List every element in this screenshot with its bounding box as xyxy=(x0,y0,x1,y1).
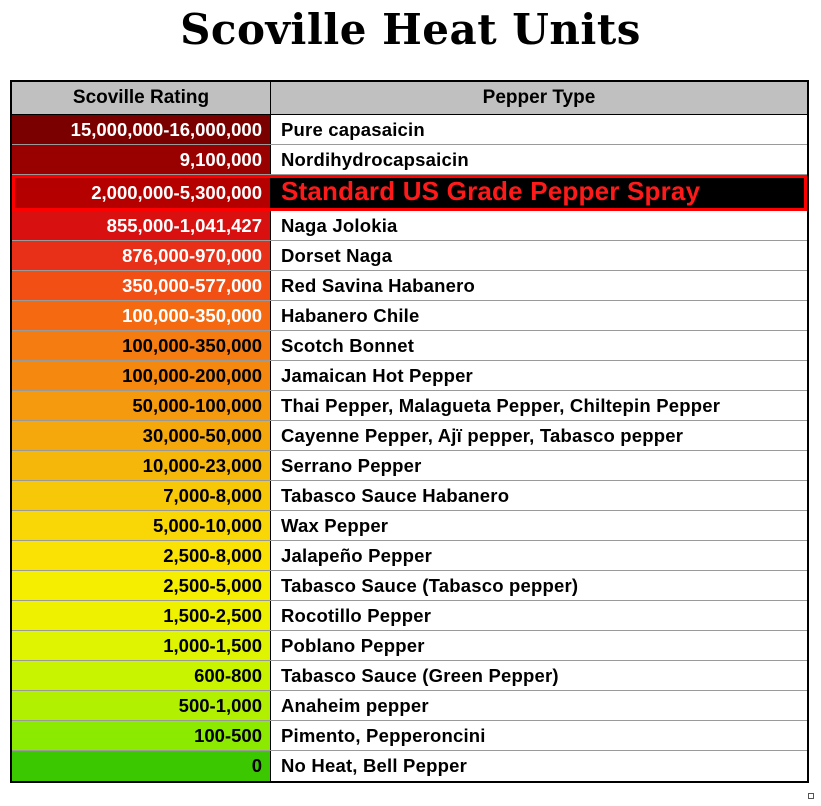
pepper-type-cell: Poblano Pepper xyxy=(271,631,807,660)
pepper-type-cell: Standard US Grade Pepper Spray xyxy=(271,175,807,210)
rating-cell: 7,000-8,000 xyxy=(12,481,271,510)
table-row xyxy=(12,751,807,781)
table-row xyxy=(12,451,807,481)
rating-cell: 1,500-2,500 xyxy=(12,601,271,630)
pepper-type-cell: Jamaican Hot Pepper xyxy=(271,361,807,390)
table-row xyxy=(12,391,807,421)
pepper-type-cell: Red Savina Habanero xyxy=(271,271,807,300)
pepper-type-cell: Rocotillo Pepper xyxy=(271,601,807,630)
column-header-pepper-type: Pepper Type xyxy=(482,87,596,108)
rating-cell: 100,000-350,000 xyxy=(12,331,271,360)
table-row xyxy=(12,421,807,451)
rating-cell: 2,500-8,000 xyxy=(12,541,271,570)
pepper-type-cell: Scotch Bonnet xyxy=(271,331,807,360)
rating-cell: 100,000-200,000 xyxy=(12,361,271,390)
pepper-type-cell: Anaheim pepper xyxy=(271,691,807,720)
table-row xyxy=(12,571,807,601)
rating-cell: 10,000-23,000 xyxy=(12,451,271,480)
column-header-rating: Scoville Rating xyxy=(12,82,271,114)
table-row xyxy=(12,271,807,301)
pepper-type-cell: Pimento, Pepperoncini xyxy=(271,721,807,750)
pepper-type-cell: Pure capasaicin xyxy=(271,115,807,144)
pepper-type-cell: Tabasco Sauce Habanero xyxy=(271,481,807,510)
rating-cell: 350,000-577,000 xyxy=(12,271,271,300)
rating-cell: 500-1,000 xyxy=(12,691,271,720)
table-row xyxy=(12,361,807,391)
pepper-type-cell: Cayenne Pepper, Ajï pepper, Tabasco pepper xyxy=(271,421,807,450)
table-row xyxy=(12,601,807,631)
rating-cell: 100,000-350,000 xyxy=(12,301,271,330)
table-body xyxy=(12,115,807,781)
rating-cell: 50,000-100,000 xyxy=(12,391,271,420)
table-row xyxy=(12,145,807,175)
pepper-type-cell: Tabasco Sauce (Green Pepper) xyxy=(271,661,807,690)
table-row xyxy=(12,211,807,241)
rating-cell: 2,500-5,000 xyxy=(12,571,271,600)
table-row xyxy=(12,481,807,511)
scoville-table xyxy=(10,80,809,783)
rating-cell: 0 xyxy=(12,751,271,781)
rating-cell: 2,000,000-5,300,000 xyxy=(12,175,271,210)
resize-handle[interactable] xyxy=(808,793,814,799)
pepper-type-cell: Habanero Chile xyxy=(271,301,807,330)
rating-cell: 15,000,000-16,000,000 xyxy=(12,115,271,144)
table-row xyxy=(12,241,807,271)
pepper-type-cell: Wax Pepper xyxy=(271,511,807,540)
rating-cell: 100-500 xyxy=(12,721,271,750)
table-row xyxy=(12,691,807,721)
rating-cell: 855,000-1,041,427 xyxy=(12,211,271,240)
page-title: Scoville Heat Units xyxy=(180,5,641,54)
pepper-type-cell: Dorset Naga xyxy=(271,241,807,270)
pepper-type-cell: No Heat, Bell Pepper xyxy=(271,751,807,781)
table-row xyxy=(12,301,807,331)
table-row xyxy=(12,511,807,541)
pepper-type-cell: Naga Jolokia xyxy=(271,211,807,240)
table-row xyxy=(12,661,807,691)
pepper-type-cell: Jalapeño Pepper xyxy=(271,541,807,570)
rating-cell: 5,000-10,000 xyxy=(12,511,271,540)
table-row xyxy=(12,631,807,661)
rating-cell: 876,000-970,000 xyxy=(12,241,271,270)
table-header-row xyxy=(12,82,807,115)
table-row xyxy=(12,115,807,145)
pepper-type-cell: Nordihydrocapsaicin xyxy=(271,145,807,174)
table-row xyxy=(12,541,807,571)
rating-cell: 600-800 xyxy=(12,661,271,690)
table-row xyxy=(12,721,807,751)
table-row-highlighted xyxy=(12,175,807,211)
rating-cell: 30,000-50,000 xyxy=(12,421,271,450)
rating-cell: 1,000-1,500 xyxy=(12,631,271,660)
pepper-type-cell: Tabasco Sauce (Tabasco pepper) xyxy=(271,571,807,600)
pepper-type-cell: Serrano Pepper xyxy=(271,451,807,480)
rating-cell: 9,100,000 xyxy=(12,145,271,174)
pepper-type-cell: Thai Pepper, Malagueta Pepper, Chiltepin Pepper xyxy=(271,391,807,420)
table-row xyxy=(12,331,807,361)
